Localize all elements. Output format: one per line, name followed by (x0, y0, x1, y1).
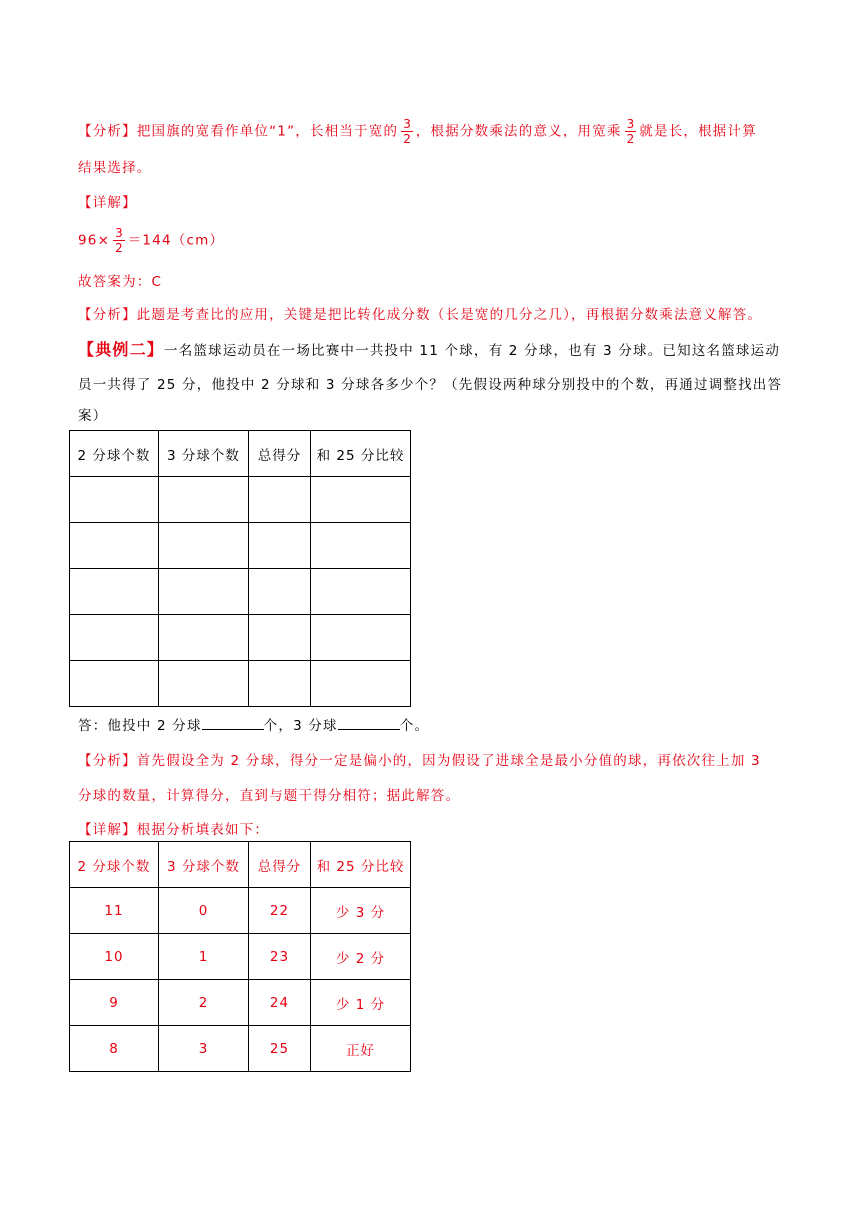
table-row (70, 1026, 411, 1072)
cell: 8 (70, 1026, 159, 1072)
cell: 24 (249, 980, 311, 1026)
table-row (70, 888, 411, 934)
header-cell: 2 分球个数 (70, 431, 159, 477)
answer-line: 答：他投中 2 分球 个，3 分球 个。 (78, 718, 430, 734)
header-cell: 总得分 (249, 431, 311, 477)
cell: 25 (249, 1026, 311, 1072)
answer-blank[interactable] (202, 717, 264, 730)
example-2-line-2: 员一共得了 25 分，他投中 2 分球和 3 分球各多少个？（先假设两种球分别投中的个数，再通过调整找出答 (78, 377, 783, 393)
detail-1-answer: 故答案为：C (78, 274, 163, 290)
empty-cell[interactable] (159, 523, 249, 569)
cell: 0 (159, 888, 249, 934)
table-header-row (70, 431, 411, 477)
cell: 2 (159, 980, 249, 1026)
empty-cell[interactable] (311, 615, 411, 661)
cell: 少 1 分 (311, 980, 411, 1026)
example-2-tag: 【典例二】 (78, 340, 165, 359)
analysis-1-line-1: 【分析】把国旗的宽看作单位“1”，长相当于宽的 $\frac{3}{2}$ ，根据分数乘法的意义，用宽乘 $\frac{3}{2}$ 就是长，根据计算 (78, 117, 757, 146)
empty-cell[interactable] (159, 661, 249, 707)
cell: 少 3 分 (311, 888, 411, 934)
empty-cell[interactable] (70, 477, 159, 523)
cell: 少 2 分 (311, 934, 411, 980)
analysis-3-line-1: 【分析】首先假设全为 2 分球，得分一定是偏小的，因为假设了进球全是最小分值的球，再依次往上加 3 (78, 753, 761, 769)
cell: 正好 (311, 1026, 411, 1072)
cell: 1 (159, 934, 249, 980)
fraction: $\frac{3}{2}$ (626, 117, 635, 146)
detail-1-tag: 【详解】 (78, 195, 137, 211)
cell: 10 (70, 934, 159, 980)
fraction: $\frac{3}{2}$ (115, 226, 123, 255)
detail-1-formula: 96× $\frac{3}{2}$ ＝144（cm） (78, 226, 225, 255)
cell: 3 (159, 1026, 249, 1072)
empty-cell[interactable] (311, 523, 411, 569)
empty-cell[interactable] (249, 615, 311, 661)
table-row (70, 615, 411, 661)
header-cell: 和 25 分比较 (311, 431, 411, 477)
table-row (70, 523, 411, 569)
empty-cell[interactable] (70, 661, 159, 707)
header-cell: 和 25 分比较 (311, 842, 411, 888)
table-row (70, 477, 411, 523)
answer-blank[interactable] (338, 717, 400, 730)
empty-cell[interactable] (70, 615, 159, 661)
table-row (70, 661, 411, 707)
table-header-row (70, 842, 411, 888)
cell: 23 (249, 934, 311, 980)
empty-cell[interactable] (249, 569, 311, 615)
detail-2: 【详解】根据分析填表如下： (78, 822, 270, 838)
analysis-tag: 【分析】 (78, 123, 137, 140)
table-row (70, 934, 411, 980)
analysis-1-line-2: 结果选择。 (78, 160, 152, 176)
example-2-line-1: 【典例二】一名篮球运动员在一场比赛中一共投中 11 个球，有 2 分球，也有 3 分球。已知这名篮球运动 (78, 340, 781, 359)
empty-cell[interactable] (249, 661, 311, 707)
empty-cell[interactable] (249, 523, 311, 569)
empty-cell[interactable] (311, 661, 411, 707)
empty-cell[interactable] (159, 569, 249, 615)
empty-cell[interactable] (311, 477, 411, 523)
table-row (70, 980, 411, 1026)
empty-cell[interactable] (249, 477, 311, 523)
empty-cell[interactable] (70, 523, 159, 569)
header-cell: 3 分球个数 (159, 842, 249, 888)
empty-cell[interactable] (70, 569, 159, 615)
example-2-line-3: 案） (78, 408, 108, 424)
filled-table (69, 841, 411, 1072)
cell: 22 (249, 888, 311, 934)
header-cell: 总得分 (249, 842, 311, 888)
analysis-2: 【分析】此题是考查比的应用，关键是把比转化成分数（长是宽的几分之几），再根据分数乘法意义解答。 (78, 307, 763, 323)
cell: 11 (70, 888, 159, 934)
cell: 9 (70, 980, 159, 1026)
blank-table (69, 430, 411, 707)
fraction: $\frac{3}{2}$ (403, 117, 411, 146)
header-cell: 2 分球个数 (70, 842, 159, 888)
header-cell: 3 分球个数 (159, 431, 249, 477)
analysis-3-line-2: 分球的数量，计算得分，直到与题干得分相符；据此解答。 (78, 788, 461, 804)
table-row (70, 569, 411, 615)
empty-cell[interactable] (159, 615, 249, 661)
empty-cell[interactable] (311, 569, 411, 615)
empty-cell[interactable] (159, 477, 249, 523)
